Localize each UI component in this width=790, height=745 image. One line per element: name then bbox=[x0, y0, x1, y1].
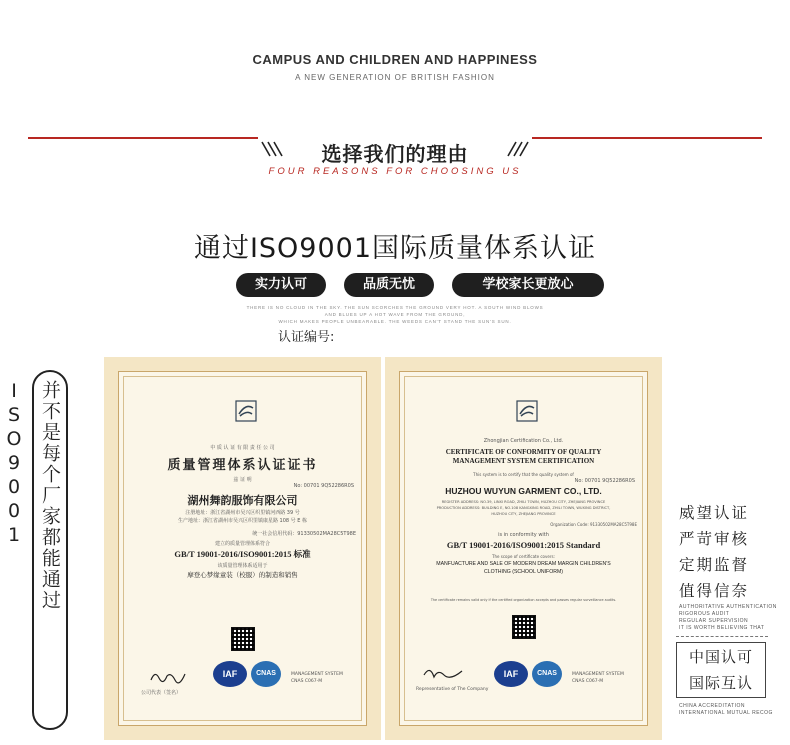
mutual-english-1: CHINA ACCREDITATION bbox=[679, 703, 745, 709]
cert-rep: 公司代表（签名） bbox=[141, 690, 182, 696]
cert-certify: This system is to certify that the quality system of bbox=[473, 472, 574, 477]
tiny-english-line: THERE IS NO CLOUD IN THE SKY. THE SUN SCORCHES THE GROUND VERY HOT. A SOUTH WIND BLOWS bbox=[246, 305, 544, 310]
cert-org: 中 质 认 证 有 限 责 任 公 司 bbox=[210, 445, 275, 451]
cert-company: 湖州舞韵服饰有限公司 bbox=[187, 495, 298, 507]
cert-rep: Representative of The Company bbox=[416, 687, 489, 692]
cert-scope-label: The scope of certificate covers: bbox=[492, 554, 555, 559]
mutual-line-1: 中国认可 bbox=[688, 648, 753, 666]
cert-label: 兹 证 明 bbox=[233, 477, 252, 483]
tiny-english-line: WHICH MAKES PEOPLE UNBEARABLE. THE WEEDS CAN'T STAND THE SUN'S SUN. bbox=[278, 319, 512, 324]
signature-icon bbox=[422, 665, 468, 681]
pill-quality: 品质无忧 bbox=[344, 273, 434, 297]
cert-address-1: REGISTER ADDRESS: NO.39, LINXI ROAD, ZHILI TOWN, HUZHOU CITY, ZHEJIANG PROVINCE bbox=[441, 500, 606, 504]
cert-title-line1: CERTIFICATE OF CONFORMITY OF QUALITY bbox=[445, 448, 602, 456]
pill-parents: 学校家长更放心 bbox=[452, 273, 604, 297]
cert-cnas-no: CNAS C067-M bbox=[291, 679, 323, 684]
mutual-english-2: INTERNATIONAL MUTUAL RECOG bbox=[679, 710, 773, 716]
cert-org: Zhongjian Certification Co., Ltd. bbox=[483, 438, 564, 444]
cnas-logo: CNAS bbox=[532, 661, 562, 687]
cert-logo-icon bbox=[516, 400, 538, 422]
right-english-1: AUTHORITATIVE AUTHENTICATION bbox=[679, 604, 777, 610]
headline: 通过ISO9001国际质量体系认证 bbox=[193, 233, 597, 264]
right-english-4: IT IS WORTH BELIEVING THAT bbox=[679, 625, 765, 631]
signature-icon bbox=[149, 668, 189, 684]
cert-org-code: 统一社会信用代码：91330502MA28C5T98E bbox=[252, 531, 356, 537]
cert-mgmt: MANAGEMENT SYSTEM bbox=[572, 672, 624, 677]
mutual-line-2: 国际互认 bbox=[688, 674, 753, 692]
cert-standard: GB/T 19001-2016/ISO9001:2015 标准 bbox=[174, 549, 311, 559]
cert-logo-icon bbox=[235, 400, 257, 422]
cert-standard: GB/T 19001-2016/ISO9001:2015 Standard bbox=[446, 540, 601, 550]
cert-note: The certificate remains valid only if the certified organization accepts and passes regular surveillance audits. bbox=[430, 598, 617, 602]
cert-scope: 摩登心梦缘童装（校服）的制造和销售 bbox=[187, 571, 298, 579]
cert-company: HUZHOU WUYUN GARMENT CO., LTD. bbox=[445, 486, 602, 496]
cert-title-line2: MANAGEMENT SYSTEM CERTIFICATION bbox=[452, 457, 595, 465]
right-english-3: REGULAR SUPERVISION bbox=[679, 618, 749, 624]
cert-mgmt: MANAGEMENT SYSTEM bbox=[291, 672, 343, 677]
cert-cnas-no: CNAS C067-M bbox=[572, 679, 604, 684]
iaf-logo: IAF bbox=[213, 661, 247, 687]
tiny-english-line: AND BLUES UP A HOT WAVE FROM THE GROUND, bbox=[324, 312, 466, 317]
cert-address-2: PRODUCTION ADDRESS: BUILDING E, NO.108 KANGXING ROAD, ZHILI TOWN, WUXING DISTRICT, bbox=[436, 506, 611, 510]
cnas-logo: CNAS bbox=[251, 661, 281, 687]
cert-scope-line1: MANFUACTURE AND SALE OF MODERN DREAM MARGIN CHILDREN'S bbox=[436, 561, 611, 567]
qr-code-icon bbox=[512, 615, 536, 639]
cert-number: No: 00701 9Q52286R0S bbox=[293, 483, 354, 489]
pill-strength: 实力认可 bbox=[236, 273, 326, 297]
brand-subtitle: A NEW GENERATION OF BRITISH FASHION bbox=[295, 73, 495, 82]
cert-title: 质量管理体系认证证书 bbox=[167, 457, 318, 472]
cert-prod-address: 生产地址：浙江省湖州市吴兴区织里镇康星路 108 号 E 栋 bbox=[177, 518, 308, 524]
cert-address-3: HUZHOU CITY, ZHEJIANG PROVINCE bbox=[491, 512, 556, 516]
right-english-2: RIGOROUS AUDIT bbox=[679, 611, 730, 617]
section-subtitle: FOUR REASONS FOR CHOOSING US bbox=[268, 166, 522, 177]
iaf-logo: IAF bbox=[494, 661, 528, 687]
cert-scope-line2: CLOTHING (SCHOOL UNIFORM) bbox=[483, 569, 564, 575]
cert-scope-label: 该质量管理体系适用于 bbox=[217, 563, 268, 569]
qr-code-icon bbox=[231, 627, 255, 651]
right-line-1: 威望认证 bbox=[679, 504, 750, 522]
cert-established: 建立的质量管理体系符合 bbox=[214, 541, 270, 547]
left-vertical-text: 并不是每个厂家都能通过ISO9001 bbox=[3, 380, 61, 611]
section-title: 选择我们的理由 bbox=[321, 142, 469, 166]
brand-title: CAMPUS AND CHILDREN AND HAPPINESS bbox=[252, 52, 538, 67]
cert-number-label: 认证编号: bbox=[278, 330, 335, 345]
cert-conformity: is in conformity with bbox=[498, 532, 549, 538]
cert-org-code: Organization Code: 91330502MA28C5T98E bbox=[550, 522, 637, 527]
cert-number: No: 00701 9Q52286R0S bbox=[574, 478, 635, 484]
certificate-chinese bbox=[104, 357, 381, 740]
certificate-english bbox=[385, 357, 662, 740]
right-divider bbox=[676, 636, 768, 637]
right-line-4: 值得信奈 bbox=[679, 582, 750, 600]
right-line-3: 定期监督 bbox=[679, 556, 750, 574]
right-line-2: 严苛审核 bbox=[679, 530, 750, 548]
cert-reg-address: 注册地址：浙江省湖州市吴兴区织里镇河西路 39 号 bbox=[185, 510, 300, 516]
